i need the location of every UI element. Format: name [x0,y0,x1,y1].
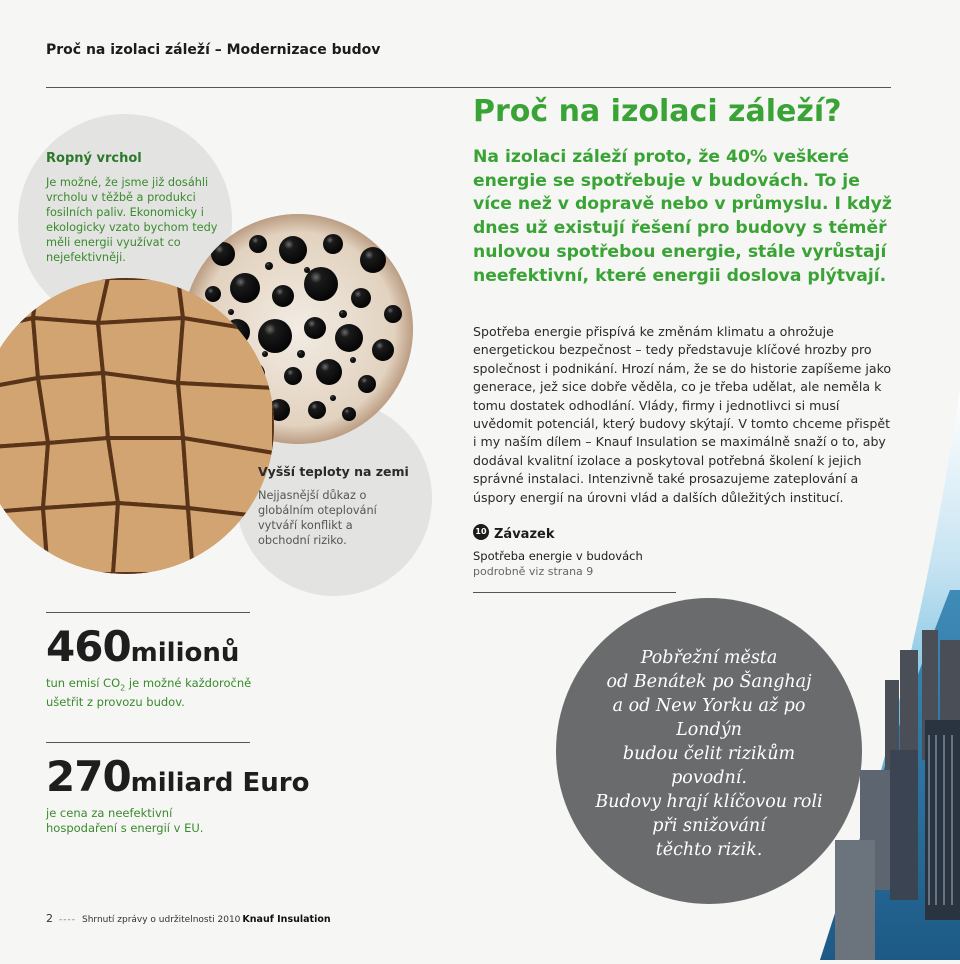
report-title: Shrnutí zprávy o udržitelnosti 2010 [82,915,241,925]
stat-cost-desc: je cena za neefektivní hospodaření s energií v EU. [46,806,204,835]
quote-line: od Benátek po Šanghaj [606,672,812,692]
body-paragraph: Spotřeba energie přispívá ke změnám klimatu a ohrožuje energetickou bezpečnost – tedy představuje klíčové hrozby pro společnost i podnikání. Hrozí nám, že se do historie zapíšeme jako generace, jež sice dobře věděla, co je třeba udělat, ale neměla k tomu dostatek odhodlání. Vlády, firmy i jednotlivci si musí uvědomit potenciál, který budovy skýtají. V tomto chceme přispět i my naším dílem – Knauf Insulation se maximálně snaží o to, aby dodával kvalitní izolace a poskytoval potřebná školení k jejich správné instalaci. Intenzivně také prosazujeme zateplování a úspory energií na úrovni vlád a dalších důležitých institucí. [473,324,892,505]
stat-number: 270 [46,752,131,801]
quote-line: a od New Yorku až po Londýn [612,696,806,740]
page-number: 2 [46,912,53,925]
lead-paragraph: Na izolaci záleží proto, že 40% veškeré energie se spotřebuje v budovách. To je více než v dopravě nebo v průmyslu. I když dnes už existují řešení pro budovy s téměř nulovou spotřebou energie, stále vyrůstají neefektivní, které energii doslova plýtvají. [473,147,892,286]
main-heading: Proč na izolaci záleží? [473,94,842,129]
page-footer [46,912,331,925]
stat-desc-text: je možné každoročně ušetřit z provozu budov. [46,676,252,710]
peak-oil-title: Ropný vrchol [46,151,142,166]
quote-line: těchto rizik. [655,840,763,860]
quote-line: Budovy hrají klíčovou roli [595,792,823,812]
brand-name: Knauf Insulation [242,914,331,925]
pull-quote [586,646,832,862]
stat-cost-figure [46,752,310,801]
stat-unit: milionů [130,638,240,668]
commitment-badge: 10 [473,524,489,540]
stat-emissions-desc [46,676,276,710]
heat-body: Nejjasnější důkaz o globálním oteplování vytváří konflikt a obchodní riziko. [258,489,377,547]
stat-unit: miliard Euro [130,768,310,798]
commitment-subtitle: Spotřeba energie v budovách [473,549,643,563]
quote-line: při snižování [652,816,766,836]
page-header-title: Proč na izolaci záleží – Modernizace budov [46,42,381,58]
stat-desc-text: tun emisí CO [46,676,121,690]
stat-desc-subscript: 2 [120,683,126,693]
footer-dashes: ---- [59,915,76,925]
heat-title: Vyšší teploty na zemi [258,464,409,479]
stat-number: 460 [46,622,131,671]
commitment-title: Závazek [494,527,555,542]
header-divider [46,87,891,88]
commitment-divider [473,592,676,593]
stat-divider [46,742,250,743]
stat-divider [46,612,250,613]
commitment-page-ref: podrobně viz strana 9 [473,565,594,578]
quote-line: Pobřežní města [640,648,778,668]
peak-oil-body: Je možné, že jsme již dosáhli vrcholu v těžbě a produkci fosilních paliv. Ekonomicky i ekologicky vzato bychom tedy měli energii využívat co nejefektivněji. [46,176,218,264]
quote-line: budou čelit rizikům povodní. [622,744,796,788]
stat-emissions-figure [46,622,239,671]
